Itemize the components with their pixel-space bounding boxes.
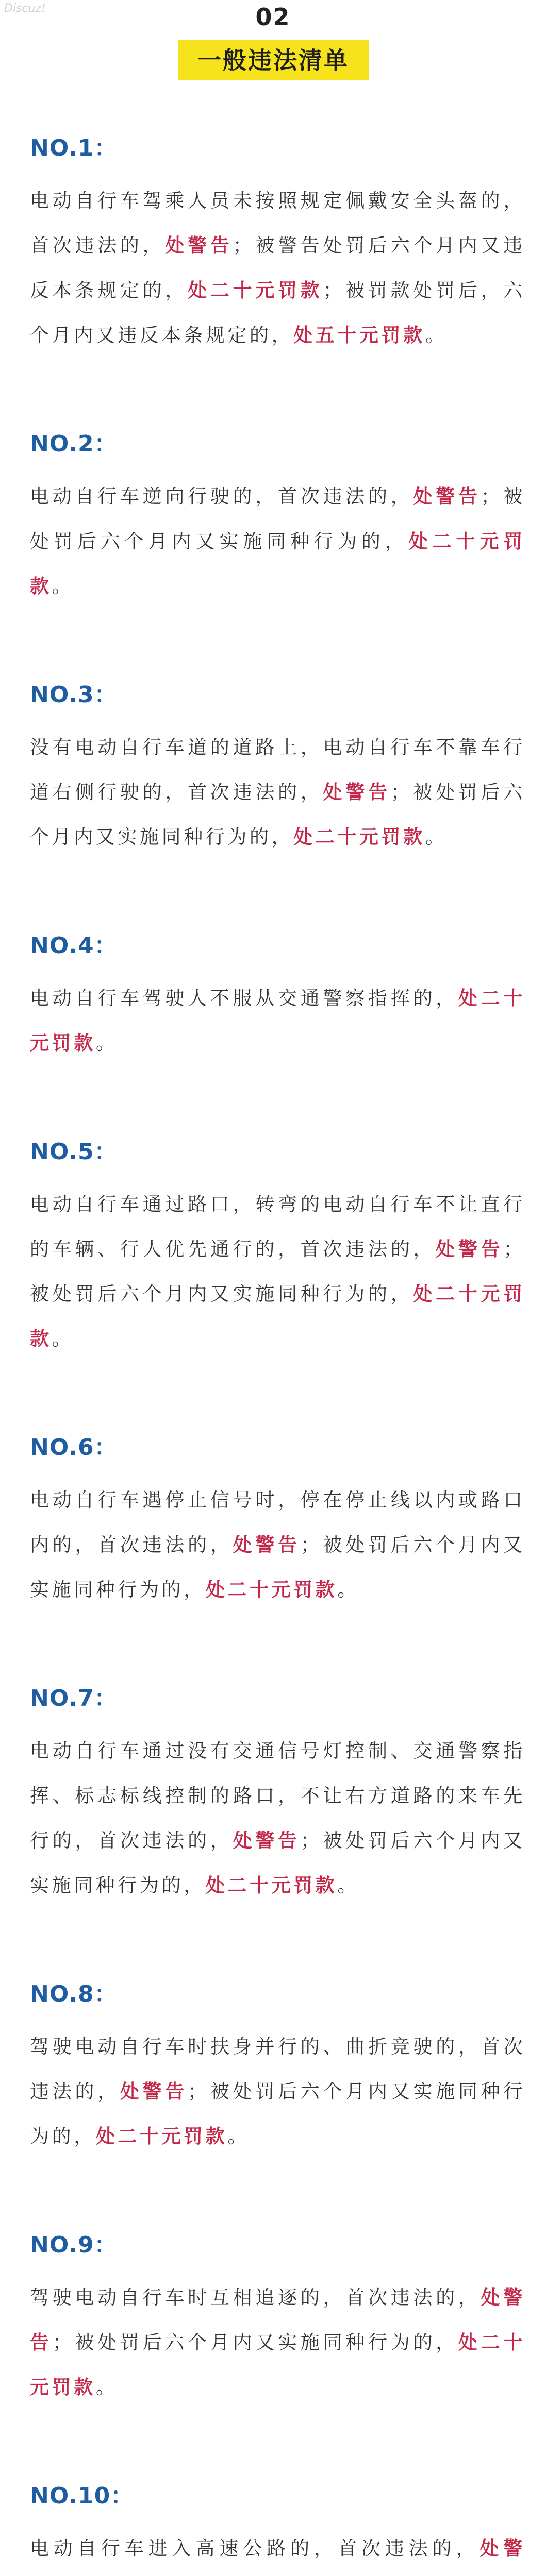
description-text: ；被处罚后六个月内又实施同种行为的， <box>30 781 525 848</box>
description-text: 。 <box>95 1032 118 1054</box>
violation-text <box>30 2024 525 2159</box>
description-text: 。 <box>95 2376 118 2398</box>
violation-item <box>30 931 525 1065</box>
violation-number: NO.4： <box>30 933 118 959</box>
penalty-text: 处警告 <box>323 781 391 803</box>
description-text: 电动自行车遇停止信号时，停在停止线以内或路口内的，首次违法的， <box>30 1489 525 1556</box>
violation-text <box>30 1478 525 1612</box>
penalty-text: 处警告 <box>413 485 481 507</box>
violation-number: NO.5： <box>30 1139 118 1165</box>
description-text: ；被处罚后六个月内又实施同种行为的， <box>30 1238 525 1305</box>
description-text: 。 <box>425 324 448 346</box>
description-text: ；被处罚后六个月内又实施同种行为的， <box>30 1534 525 1601</box>
description-text: ；被处罚后六个月内又实施同种行为的， <box>52 2331 458 2353</box>
penalty-text: 处警告 <box>30 2286 526 2353</box>
description-text: 。 <box>52 1328 74 1350</box>
description-text: ；被处罚后六个月内又实施同种行为的， <box>30 485 525 552</box>
description-text: 没有电动自行车道的道路上，电动自行车不靠车行道右侧行驶的，首次违法的， <box>30 736 525 803</box>
penalty-text: 处警 <box>479 2537 526 2560</box>
violation-item <box>30 1433 525 1612</box>
violation-number: NO.2： <box>30 431 118 457</box>
penalty-text: 处五十元罚款 <box>293 324 425 346</box>
violation-number: NO.1： <box>30 135 118 161</box>
violation-text <box>30 2275 525 2410</box>
penalty-text: 处二十元罚款 <box>205 1579 338 1601</box>
violation-number: NO.6： <box>30 1434 118 1461</box>
penalty-text: 处二十元罚款 <box>30 987 525 1054</box>
penalty-text: 处二十元罚款 <box>188 279 323 301</box>
violation-number: NO.3： <box>30 682 118 708</box>
penalty-text: 处警告 <box>233 1534 301 1556</box>
violation-item <box>30 134 525 358</box>
violation-item <box>30 430 525 608</box>
description-text: 驾驶电动自行车时扶身并行的、曲折竞驶的，首次违法的， <box>30 2036 525 2103</box>
description-text: ；被处罚后六个月内又实施同种行为的， <box>30 2080 525 2147</box>
description-text: 电动自行车驾驶人不服从交通警察指挥的， <box>30 987 458 1009</box>
section-title: 一般违法清单 <box>178 40 369 80</box>
description-text: 电动自行车驾乘人员未按照规定佩戴安全头盔的，首次违法的， <box>30 190 525 257</box>
penalty-text: 处警告 <box>436 1238 504 1260</box>
section-header <box>0 0 546 93</box>
description-text: ；被警告处罚后六个月内又违反本条规定的， <box>30 234 525 301</box>
violation-text <box>30 1728 525 1908</box>
violation-text <box>30 976 525 1065</box>
penalty-text: 处二十元罚款 <box>30 2331 525 2398</box>
penalty-text: 处二十元罚款 <box>30 1283 526 1350</box>
penalty-text: 处二十元罚款 <box>30 530 525 597</box>
violation-text <box>30 1182 525 1361</box>
violation-number: NO.9： <box>30 2232 118 2258</box>
violation-item <box>30 681 525 859</box>
description-text: 驾驶电动自行车时互相追逐的，首次违法的， <box>30 2286 481 2309</box>
violation-text <box>30 725 525 859</box>
violation-text <box>30 474 525 608</box>
violation-text <box>30 2526 525 2576</box>
description-text: ；被罚款处罚后，六个月内又违反本条规定的， <box>30 279 526 346</box>
watermark-text: Discuz! <box>4 2 46 15</box>
violation-number: NO.8： <box>30 1981 118 2007</box>
penalty-text: 处二十元罚款 <box>205 1874 338 1896</box>
penalty-text: 处警告 <box>120 2080 188 2103</box>
violation-item <box>30 1684 525 1908</box>
penalty-text: 处警告 <box>165 234 233 257</box>
violation-number: NO.7： <box>30 1685 118 1711</box>
description-text: ；被处罚后六个月内又实施同种行为的， <box>30 1829 525 1896</box>
description-text: 电动自行车通过路口，转弯的电动自行车不让直行的车辆、行人优先通行的，首次违法的， <box>30 1193 525 1260</box>
description-text: 。 <box>52 575 74 597</box>
violation-list <box>30 134 525 2576</box>
penalty-text: 处二十元罚款 <box>95 2125 228 2147</box>
violation-item <box>30 2482 525 2576</box>
description-text: 。 <box>227 2125 250 2147</box>
violation-item <box>30 2231 525 2410</box>
description-text: 电动自行车逆向行驶的，首次违法的， <box>30 485 413 507</box>
violation-text <box>30 178 525 358</box>
description-text: 电动自行车进入高速公路的，首次违法的， <box>30 2537 480 2560</box>
description-text: 。 <box>425 826 448 848</box>
violation-item <box>30 1138 525 1361</box>
description-text: 。 <box>337 1874 360 1896</box>
penalty-text: 处二十元罚款 <box>293 826 425 848</box>
violation-item <box>30 1980 525 2159</box>
section-number: 02 <box>255 3 291 31</box>
penalty-text: 处警告 <box>233 1829 301 1852</box>
description-text: 。 <box>337 1579 360 1601</box>
violation-number: NO.10： <box>30 2483 134 2509</box>
description-text: 电动自行车通过没有交通信号灯控制、交通警察指挥、标志标线控制的路口，不让右方道路的来车先行的，首次违法的， <box>30 1740 525 1852</box>
